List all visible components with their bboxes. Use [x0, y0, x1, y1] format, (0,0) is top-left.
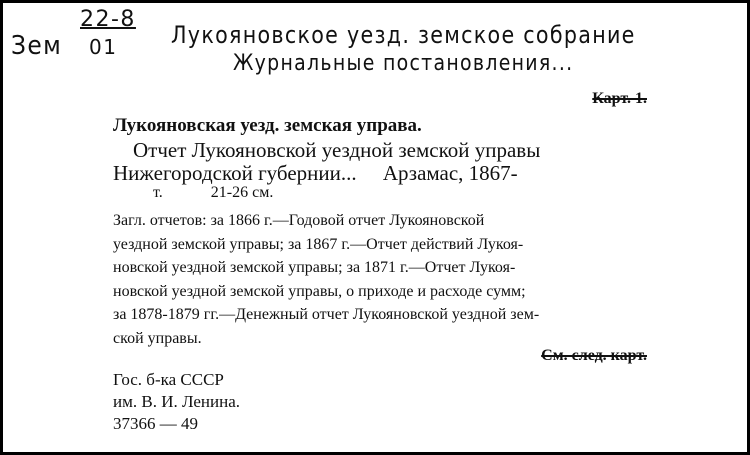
handwritten-shelf-number-top: 22-8: [80, 7, 136, 32]
handwritten-note-line-1: Лукояновское уезд. земское собрание: [171, 21, 636, 49]
note-line: ской управы.: [113, 329, 202, 347]
card-number: Карт. 1.: [592, 90, 647, 107]
accession-number: 37366 — 49: [113, 414, 198, 433]
handwritten-note-line-2: Журнальные постановления...: [233, 51, 574, 76]
card-heading: Лукояновская уезд. земская управа.: [113, 115, 422, 136]
size-label: 21-26 см.: [210, 184, 274, 201]
note-line: новской уездной земской управы; за 1871 г.—Отчет Лукоя-: [113, 259, 516, 276]
title-line-1: Отчет Лукояновской уездной земской управы: [133, 138, 541, 162]
physical-description: [153, 184, 321, 202]
handwritten-shelf-number-bottom: 01: [89, 35, 118, 59]
title-line-2: Нижегородской губернии... Арзамас, 1867-: [113, 161, 518, 185]
volumes-label: т.: [153, 184, 163, 201]
note-line: новской уездной земской управы, о приходе и расходе сумм;: [113, 282, 526, 300]
see-next-card: См. след. карт.: [541, 347, 647, 364]
note-line: Загл. отчетов: за 1866 г.—Годовой отчет Лукояновской: [113, 212, 485, 229]
library-name-line-2: им. В. И. Ленина.: [113, 392, 241, 411]
title-notes: [113, 209, 658, 350]
library-name-line-1: Гос. б-ка СССР: [113, 370, 224, 389]
handwritten-prefix: Зем: [11, 31, 63, 61]
note-line: за 1878-1879 гг.—Денежный отчет Лукояновской уездной зем-: [113, 306, 540, 323]
note-line: уездной земской управы; за 1867 г.—Отчет действий Лукоя-: [113, 235, 524, 253]
